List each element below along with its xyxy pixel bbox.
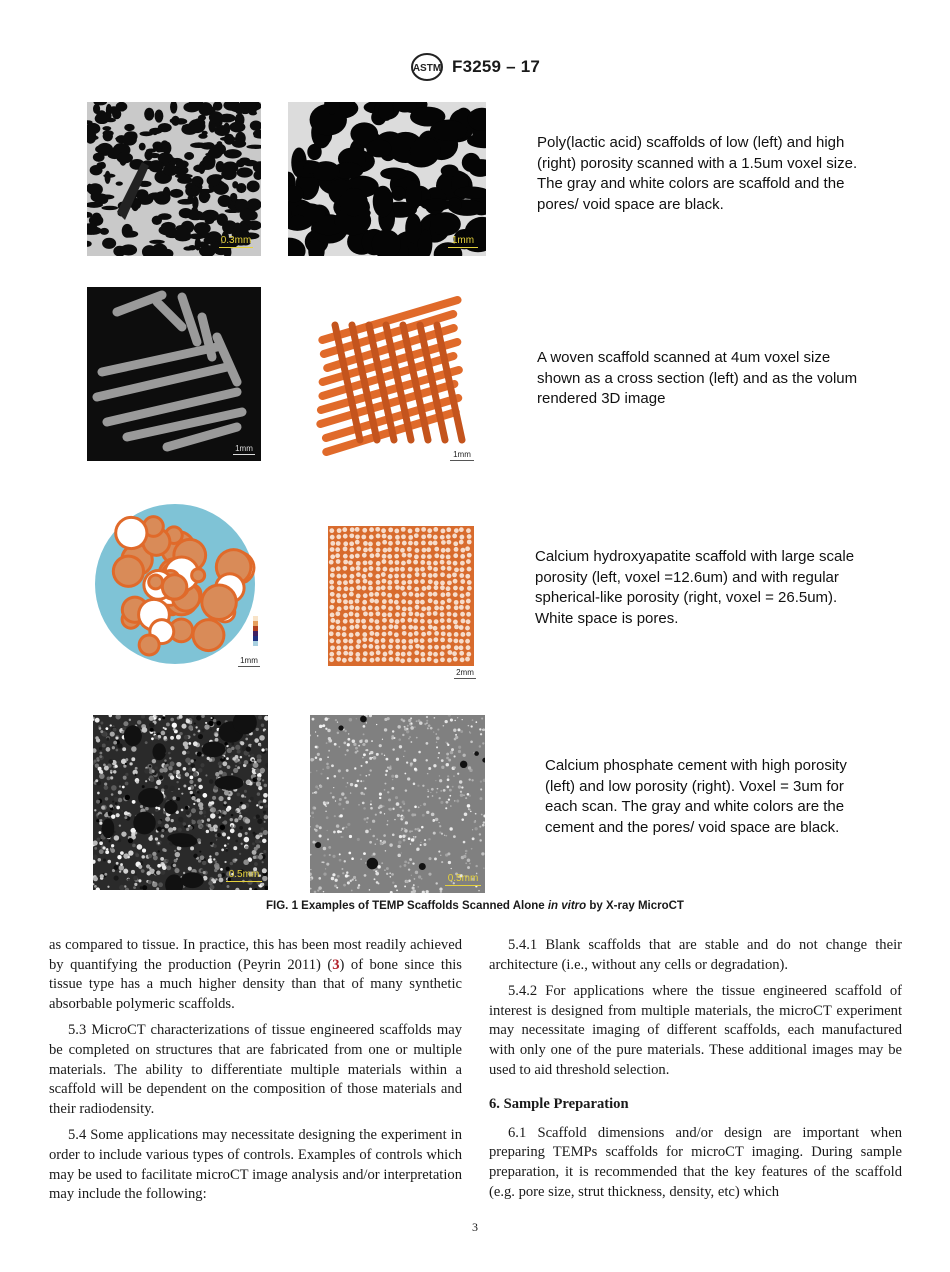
section-heading: 6. Sample Preparation (489, 1096, 629, 1113)
page-header (0, 52, 950, 82)
section-6-1: 6.1 Scaffold dimensions and/or design are important when preparing TEMPs scaffolds for microCT imaging. During sample preparation, it is recommended that the key features of the scaffold (e.g. pore size, strut thickness, density, etc) which (489, 1124, 902, 1200)
section-5-3: 5.3 MicroCT characterizations of tissue engineered scaffolds may be completed on structures that are fabricated from one or multiple materials. The ability to differentiate multiple materials within a scaffold will be dependent on the composition of those materials and their radiodensity. (49, 1022, 462, 1117)
woven-3d-render-image (305, 290, 480, 465)
right-column (489, 936, 902, 1209)
woven-cross-section-image (87, 287, 261, 461)
pla-low-porosity-image (87, 102, 261, 256)
row3-description: Calcium hydroxyapatite scaffold with large scale porosity (left, voxel =12.6um) and with regular spherical-like porosity (right, voxel = 26.5um). White space is pores. (535, 548, 855, 627)
standard-designation: F3259 – 17 (451, 57, 540, 76)
svg-text:ASTM: ASTM (412, 63, 442, 74)
scale-bar: 1mm (238, 656, 260, 667)
section-5-4: 5.4 Some applications may necessitate designing the experiment in order to include various types of controls. Examples of controls which may be used to facilitate microCT image analysis and/or interpretation may include the following: (49, 1127, 462, 1203)
left-column (49, 936, 462, 1212)
row2-description: A woven scaffold scanned at 4um voxel size shown as a cross section (left) and as the volum rendered 3D image (537, 349, 858, 407)
hydroxyapatite-spherical-porosity-image (326, 524, 480, 684)
paragraph: as compared to tissue. In practice, this has been most readily achieved by quantifying the production (Peyrin 2011) (3) of bone since this tissue type has a much higher density than that of many synthetic absorbable polymeric scaffolds. (49, 937, 462, 1012)
page-number: 3 (472, 1220, 478, 1234)
figure-caption: FIG. 1 Examples of TEMP Scaffolds Scanned Alone in vitro by X-ray MicroCT (266, 900, 684, 912)
section-5-4-1: 5.4.1 Blank scaffolds that are stable and do not change their architecture (i.e., without any cells or degradation). (489, 937, 902, 973)
scale-bar: 0.3mm (220, 235, 252, 246)
scale-bar: 2mm (454, 668, 476, 679)
scale-bar: 0.5mm (226, 869, 262, 882)
astm-logo-icon (410, 52, 444, 82)
scale-bar: 1mm (450, 450, 474, 461)
cement-high-porosity-image (93, 715, 268, 890)
scale-bar: 1mm (233, 444, 255, 455)
row1-description: Poly(lactic acid) scaffolds of low (left) and high (right) porosity scanned with a 1.5um voxel size. The gray and white colors are scaffold and the pores/ void space are black. (537, 134, 858, 213)
scale-bar: 1mm (448, 235, 478, 248)
pla-high-porosity-image (288, 102, 486, 256)
reference-link[interactable]: 3 (332, 956, 340, 973)
section-5-4-2: 5.4.2 For applications where the tissue engineered scaffold of interest is designed from multiple materials, the microCT experiment may necessitate imaging of different scaffolds, each manufactured with only one of the pure materials. These additional images may be used to aid threshold selection. (489, 983, 902, 1078)
cement-low-porosity-image (310, 715, 485, 893)
scale-bar: 0.5mm (445, 873, 481, 886)
row4-description: Calcium phosphate cement with high porosity (left) and low porosity (right). Voxel = 3um for each scan. The gray and white colors are the cement and the pores/ void space are black. (545, 757, 847, 836)
hydroxyapatite-large-porosity-image (90, 496, 270, 674)
